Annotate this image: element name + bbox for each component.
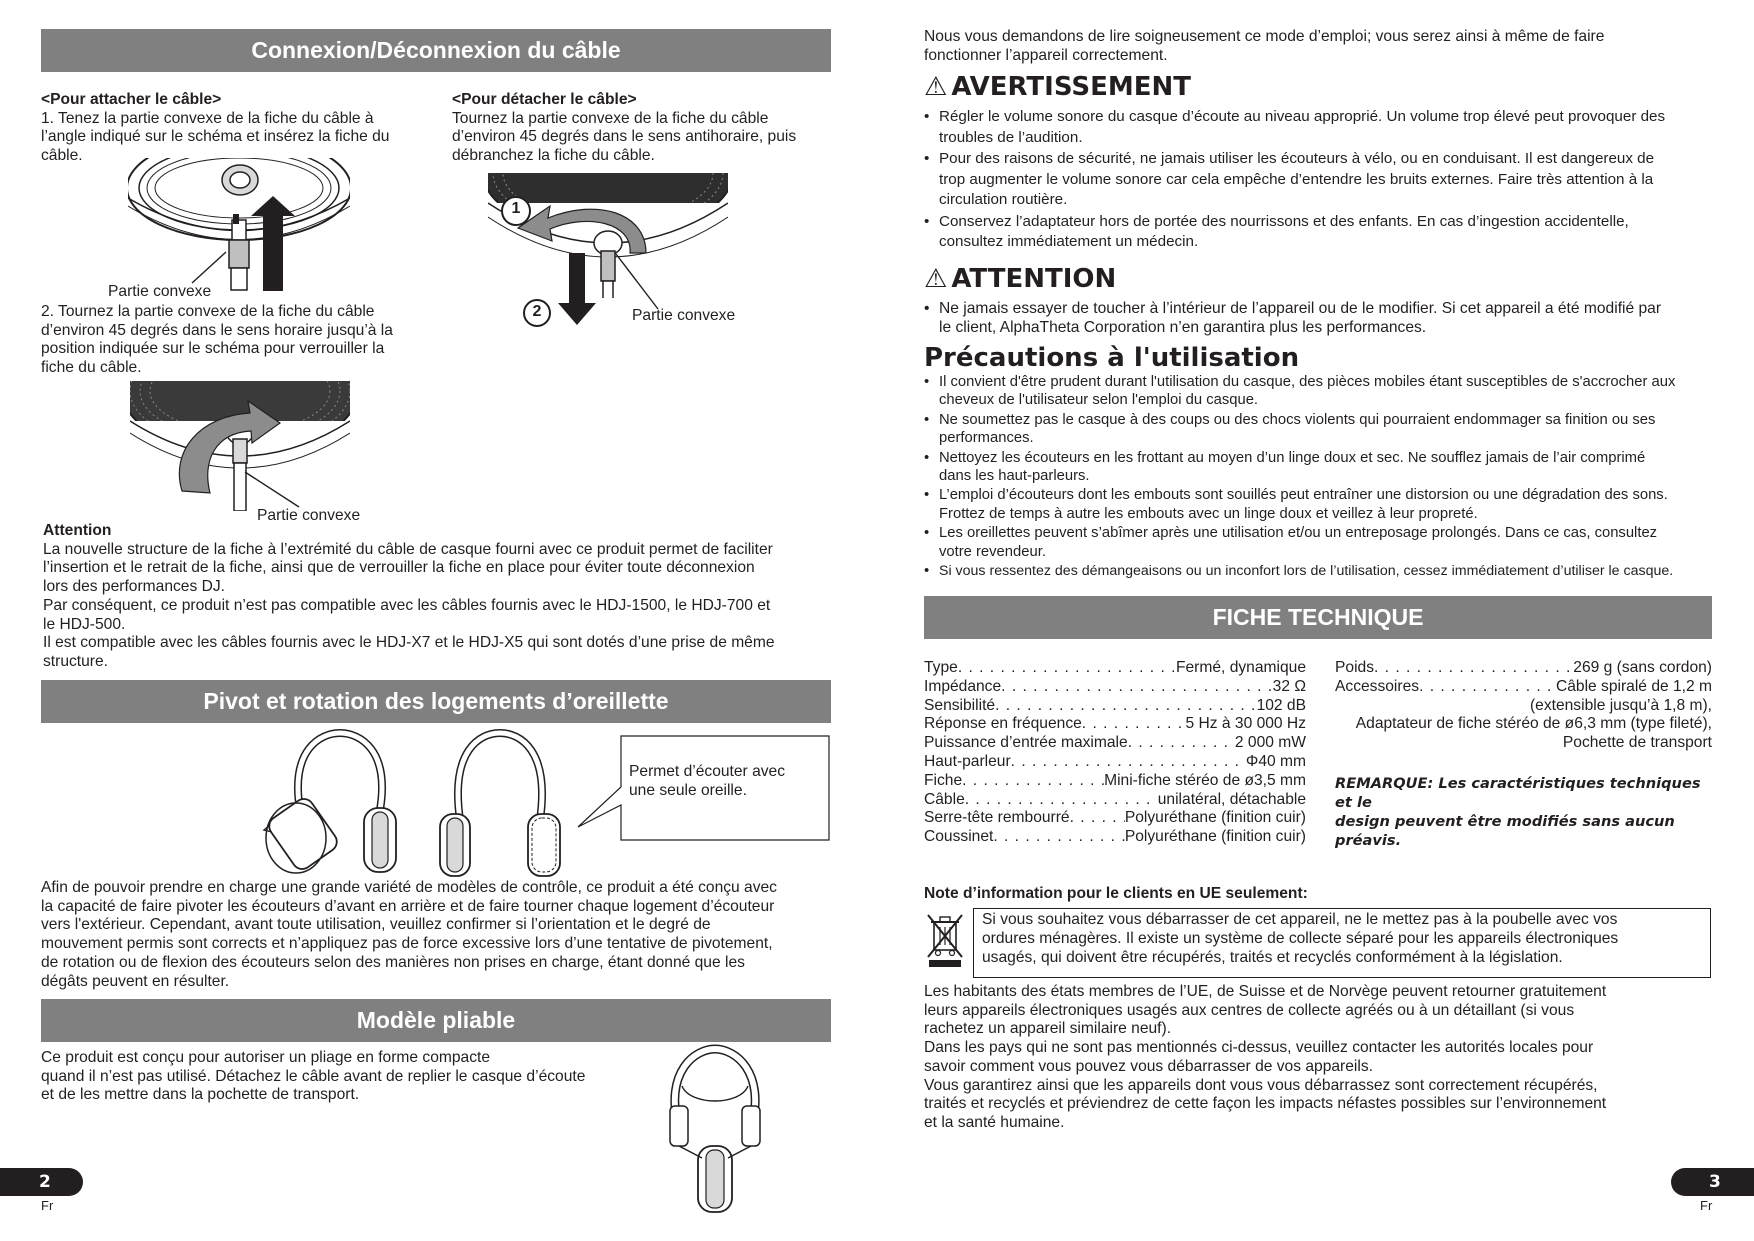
spec-key: Câble [924,790,965,808]
connexion-heading: Connexion/Déconnexion du câble [41,29,831,72]
list-item-line: • Régler le volume sonore du casque d’écoute au niveau approprié. Un volume trop élevé peut provoquer des [939,108,1666,125]
attention-block [43,522,843,672]
weee-line: usagés, qui doivent être récupérés, traités et recyclés conformément à la législation. [982,948,1563,966]
eu-line: rachetez un appareil similaire neuf). [924,1020,1172,1038]
callout-text [629,763,819,800]
attach-step2 [41,303,431,378]
spec-key: Réponse en fréquence [924,715,1082,733]
spec-row [924,659,1306,678]
spec-row [924,734,1306,753]
convex-label-2: Partie convexe [257,507,361,524]
spec-value: Polyuréthane (finition cuir) [1124,828,1306,846]
pivot-line: de rotation ou de flexion des écouteurs selon des manières non prises en charge, étant donné que les [41,953,745,971]
intro-line: Nous vous demandons de lire soigneusement ce mode d’emploi; vous serez ainsi à même de faire [924,28,1605,45]
precautions-list [924,373,1744,581]
pliable-line: et de les mettre dans la pochette de transport. [41,1086,360,1104]
intro-line: fonctionner l’appareil correctement. [924,46,1168,64]
warning-icon: ⚠ [924,72,948,102]
spec-table-left [924,659,1306,847]
warning-icon: ⚠ [924,264,948,294]
list-item-line: performances. [939,430,1034,447]
callout-line: une seule oreille. [629,781,747,799]
spec-value: 32 Ω [1272,677,1306,695]
eu-line: et la santé humaine. [924,1113,1065,1131]
pivot-line: Afin de pouvoir prendre en charge une grande variété de modèles de contrôle, ce produit a été conçu avec [41,879,777,896]
page-number-left: 2 [0,1168,83,1196]
spec-key: Impédance [924,677,1002,695]
pivot-line: mouvement permis sont corrects et n’appliquez pas de force excessive lors d’une tentative de pivotement, [41,935,773,953]
list-item-line: • L’emploi d’écouteurs dont les embouts sont souillés peut entraîner une distorsion ou une dégradation des sons. [939,487,1668,504]
weee-line: ordures ménagères. Il existe un système de collecte séparé pour les appareils électroniques [982,929,1619,947]
attach-title: <Pour attacher le câble> [41,91,222,108]
pivot-line: la capacité de faire pivoter les écouteurs d’avant en arrière et de faire tourner chaque logement d’écouteur [41,897,775,915]
list-item-line: dans les haut-parleurs. [939,468,1090,485]
page-number-right: 3 [1671,1168,1754,1196]
detach-instructions [452,91,842,166]
list-item-line: troubles de l’audition. [939,128,1083,146]
avertissement-heading [924,72,1191,102]
pliable-body [41,1049,661,1105]
list-item [924,107,1744,148]
attach-step1-line: câble. [41,147,83,165]
fiche-heading: FICHE TECHNIQUE [924,596,1712,639]
list-item [924,149,1744,211]
eu-title: Note d’information pour le clients en UE seulement: [924,885,1308,902]
headphones-pivot-illustration [260,730,580,880]
lang-label-left: Fr [41,1198,54,1213]
list-item-line: • Les oreillettes peuvent s’abîmer après une utilisation et/ou un entreposage prolongés. Dans ce cas, consultez [939,525,1658,542]
spec-value-cont: Pochette de transport [1562,734,1712,752]
spec-row [1335,659,1712,678]
attach-step2-line: 2. Tournez la partie convexe de la fiche du câble [41,303,375,320]
list-item-line: • Si vous ressentez des démangeaisons ou un inconfort lors de l’utilisation, cessez immédiatement d’utiliser le casque. [939,563,1674,580]
pivot-heading: Pivot et rotation des logements d’oreillette [41,680,831,723]
attention-line: La nouvelle structure de la fiche à l’extrémité du câble de casque fourni avec ce produit permet de faciliter [43,540,773,558]
convex-label-3: Partie convexe [632,307,736,324]
convex-label-1: Partie convexe [108,283,212,300]
pliable-heading: Modèle pliable [41,999,831,1042]
attention-line: l’insertion et le retrait de la fiche, ainsi que de verrouiller la fiche en place pour éviter toute déconnexion [43,559,755,577]
plug-rotate-illustration [130,381,350,511]
pivot-line: dégâts peuvent en résulter. [41,972,230,990]
detach-line: Tournez la partie convexe de la fiche du câble [452,109,769,127]
list-item [924,562,1744,580]
note-line: REMARQUE: Les caractéristiques techniques et le [1335,775,1701,811]
spec-value-cont: Adaptateur de fiche stéréo de ø6,3 mm (type fileté), [1355,715,1712,733]
list-item-line: trop augmenter le volume sonore car cela empêche d’entendre les bruits externes. Faire très attention à la [939,170,1654,188]
list-item-line: • Ne soumettez pas le casque à des coups ou des chocs violents qui pourraient endommager sa finition ou ses [939,411,1656,428]
spec-key: Haut-parleur [924,752,1011,770]
spec-note [1335,774,1715,850]
spec-key: Serre-tête rembourré [924,809,1070,827]
eu-line: Les habitants des états membres de l’UE, de Suisse et de Norvège peuvent retourner gratuitement [924,983,1607,1000]
attention-line: Par conséquent, ce produit n’est pas compatible avec les câbles fournis avec le HDJ-1500, le HDJ-700 et [43,596,771,614]
spec-value: Φ40 mm [1245,752,1306,770]
list-item-line: • Conservez l’adaptateur hors de portée des nourrissons et des enfants. En cas d’ingestion accidentelle, [939,212,1629,230]
eu-line: Vous garantirez ainsi que les appareils dont vous vous débarrassez sont correctement récupérés, [924,1076,1598,1094]
detach-line: débranchez la fiche du câble. [452,147,655,165]
detach-title: <Pour détacher le câble> [452,91,637,108]
weee-bin-icon [925,912,965,968]
callout-line: Permet d’écouter avec [629,763,786,780]
attach-step1-line: 1. Tenez la partie convexe de la fiche du câble à [41,109,374,127]
attach-step2-line: fiche du câble. [41,359,142,377]
spec-row [924,697,1306,716]
attention-line: lors des performances DJ. [43,578,225,596]
eu-line: traités et recyclés et préviendrez de cette façon les impacts néfastes possibles sur l’environnement [924,1095,1607,1113]
plug-insert-illustration [128,158,350,293]
list-item-line: votre revendeur. [939,543,1046,560]
list-item [924,373,1744,410]
spec-value-cont: (extensible jusqu’à 1,8 m), [1529,696,1712,714]
list-item-line: le client, AlphaTheta Corporation n’en garantira plus les performances. [939,318,1427,336]
list-item [924,449,1744,486]
list-item [924,300,1744,338]
list-item-line: • Nettoyez les écouteurs en les frottant au moyen d’un linge doux et sec. Ne soufflez jamais de l’air comprimé [939,449,1646,466]
attach-instructions [41,91,431,166]
convex-pointer-line [190,250,230,285]
attention-line: structure. [43,652,108,670]
spec-row [924,809,1306,828]
intro-text [924,28,1724,65]
eu-line: Dans les pays qui ne sont pas mentionnés ci-dessus, veuillez contacter les autorités locales pour [924,1039,1594,1057]
avertissement-title: AVERTISSEMENT [951,72,1191,102]
spec-row [924,828,1306,847]
convex-pointer-line [243,470,303,510]
list-item [924,524,1744,561]
list-item-line: • Ne jamais essayer de toucher à l’intérieur de l’appareil ou de le modifier. Si cet appareil a été modifié par [939,300,1662,317]
spec-value: 2 000 mW [1234,734,1306,752]
spec-key: Fiche [924,771,963,789]
attach-step2-line: position indiquée sur le schéma pour verrouiller la [41,340,385,358]
list-item-line: consultez immédiatement un médecin. [939,233,1199,250]
spec-value: unilatéral, détachable [1157,790,1306,808]
right-page [877,0,1754,1241]
precautions-heading: Précautions à l'utilisation [924,343,1300,373]
eu-line: savoir comment vous pouvez vous débarrasser de vos appareils. [924,1057,1373,1075]
step-2-marker: 2 [532,303,542,320]
attach-step2-line: d’environ 45 degrés dans le sens horaire jusqu’à la [41,321,393,339]
attention-title: Attention [43,522,112,539]
list-item-line: cheveux de l'utilisateur selon l'emploi du casque. [939,392,1259,409]
spec-key: Sensibilité [924,696,996,714]
spec-row [1335,678,1712,697]
list-item-line: • Pour des raisons de sécurité, ne jamais utiliser les écouteurs à vélo, ou en conduisant. Il est dangereux de [939,150,1655,167]
step-1-marker: 1 [511,200,521,217]
spec-row [924,772,1306,791]
attention-list [924,300,1744,339]
spec-value: Mini-fiche stéréo de ø3,5 mm [1104,771,1306,789]
weee-notice-box [973,908,1711,978]
spec-key: Poids [1335,659,1375,676]
folded-headphones-illustration [660,1046,770,1216]
spec-value: Câble spiralé de 1,2 m [1555,677,1712,695]
attention-heading [924,264,1116,294]
pivot-body [41,879,841,991]
attach-step1-line: l’angle indiqué sur le schéma et insérez la fiche du [41,128,390,146]
eu-line: leurs appareils électroniques usagés aux centres de collecte agréés ou à un détaillant (si vous [924,1001,1575,1019]
spec-row [924,715,1306,734]
avertissement-list [924,107,1744,254]
pliable-line: Ce produit est conçu pour autoriser un pliage en forme compacte [41,1049,491,1066]
convex-pointer-line [614,252,664,312]
spec-value: Polyuréthane (finition cuir) [1124,809,1306,827]
spec-row [924,678,1306,697]
spec-key: Type [924,659,958,676]
list-item [924,486,1744,523]
list-item [924,411,1744,448]
list-item-line: Frottez de temps à autre les embouts avec un linge doux et veillez à leur propreté. [939,505,1478,522]
detach-line: d’environ 45 degrés dans le sens antihoraire, puis [452,128,797,146]
spec-key: Accessoires [1335,677,1420,695]
eu-body [924,983,1724,1133]
list-item-line: circulation routière. [939,191,1068,208]
spec-table-right [1335,659,1712,753]
spec-value: 102 dB [1256,696,1306,714]
lang-label-right: Fr [1700,1198,1713,1213]
spec-value: Fermé, dynamique [1175,659,1306,676]
spec-value: 269 g (sans cordon) [1573,659,1712,676]
spec-row [924,791,1306,810]
spec-key: Puissance d’entrée maximale [924,734,1128,752]
note-line: design peuvent être modifiés sans aucun préavis. [1335,813,1675,849]
pliable-line: quand il n’est pas utilisé. Détachez le câble avant de replier le casque d’écoute [41,1067,586,1085]
pivot-line: vers l'extérieur. Cependant, avant toute utilisation, veuillez confirmer si l’orientation et le degré de [41,916,711,934]
spec-row [924,753,1306,772]
spec-value: 5 Hz à 30 000 Hz [1185,715,1306,733]
weee-line: Si vous souhaitez vous débarrasser de cet appareil, ne le mettez pas à la poubelle avec vos [982,911,1618,928]
list-item-line: • Il convient d'être prudent durant l'utilisation du casque, des pièces mobiles étant susceptibles de s'accrocher aux [939,374,1676,390]
attention-line: le HDJ-500. [43,615,126,633]
attention-title: ATTENTION [951,264,1117,294]
spec-key: Coussinet [924,828,994,846]
attention-line: Il est compatible avec les câbles fournis avec le HDJ-X7 et le HDJ-X5 qui sont dotés d’une prise de même [43,634,775,652]
list-item [924,212,1744,253]
